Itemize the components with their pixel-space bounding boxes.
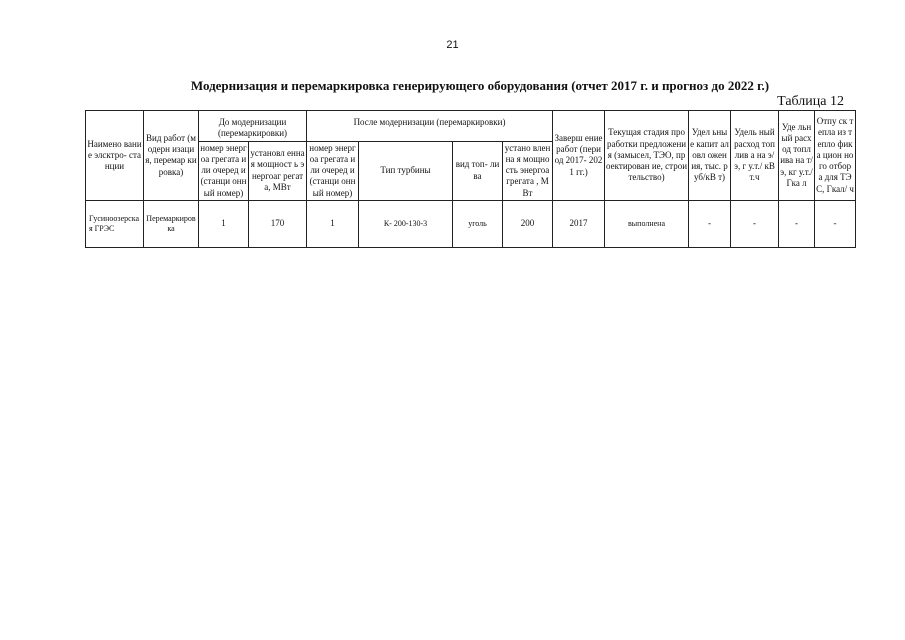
cell-specific-capex: - <box>689 200 731 247</box>
header-before-unit: номер энергоа грегата или очеред и (станци онный номер) <box>199 141 249 200</box>
header-stage: Текущая стадия проработки предложения (замысел, ТЭО, проектирован ие, строительство) <box>605 111 689 201</box>
cell-after-unit: 1 <box>307 200 359 247</box>
cell-stage: выполнена <box>605 200 689 247</box>
cell-heat-supply: - <box>815 200 856 247</box>
page-number: 21 <box>446 39 459 51</box>
header-fuel-type: вид топ- лива <box>453 141 503 200</box>
cell-before-capacity: 170 <box>249 200 307 247</box>
header-before-group: До модернизации (перемаркировки) <box>199 111 307 142</box>
document-title: Модернизация и перемаркировка генерирующего оборудования (отчет 2017 г. и прогноз до 2022 г.) <box>190 78 770 93</box>
header-before-capacity: установл енная мощност ь энергоаг регата, МВт <box>249 141 307 200</box>
header-heat-supply: Отпу ск тепла из тепло фика цион ного отбор а для ТЭС, Гкал/ ч <box>815 111 856 201</box>
modernization-table <box>85 110 856 248</box>
cell-before-unit: 1 <box>199 200 249 247</box>
cell-fuel-type: уголь <box>453 200 503 247</box>
header-turbine-type: Тип турбины <box>359 141 453 200</box>
header-fuel-rate-power: Удель ный расход топлив а на э/э, г у.т./ кВт.ч <box>731 111 779 201</box>
cell-after-capacity: 200 <box>503 200 553 247</box>
table-label: Таблица 12 <box>777 94 844 109</box>
table-row <box>86 200 856 247</box>
cell-station-name: Гусиноозерская ГРЭС <box>86 200 144 247</box>
cell-work-type: Перемаркировка <box>144 200 199 247</box>
header-after-capacity: устано вленна я мощно сть энергоа грегата , МВт <box>503 141 553 200</box>
header-fuel-rate-heat: Уде льн ый расх од топл ива на т/э, кг у.т./ Гка л <box>779 111 815 201</box>
cell-completion: 2017 <box>553 200 605 247</box>
table-header-row-1 <box>86 111 856 142</box>
cell-fuel-rate-power: - <box>731 200 779 247</box>
header-after-group: После модернизации (перемаркировки) <box>307 111 553 142</box>
header-completion: Заверш ение работ (период 2017- 2021 гг.) <box>553 111 605 201</box>
header-station-name: Наимено вание элсктро- станции <box>86 111 144 201</box>
header-specific-capex: Удел ьные капит аловл ожен ия, тыс. р уб/кВ т) <box>689 111 731 201</box>
cell-turbine-type: К- 200-130-3 <box>359 200 453 247</box>
header-after-unit: номер энергоа грегата или очеред и (станци онный номер) <box>307 141 359 200</box>
cell-fuel-rate-heat: - <box>779 200 815 247</box>
header-work-type: Вид работ (модерн изация, перемар кировка) <box>144 111 199 201</box>
